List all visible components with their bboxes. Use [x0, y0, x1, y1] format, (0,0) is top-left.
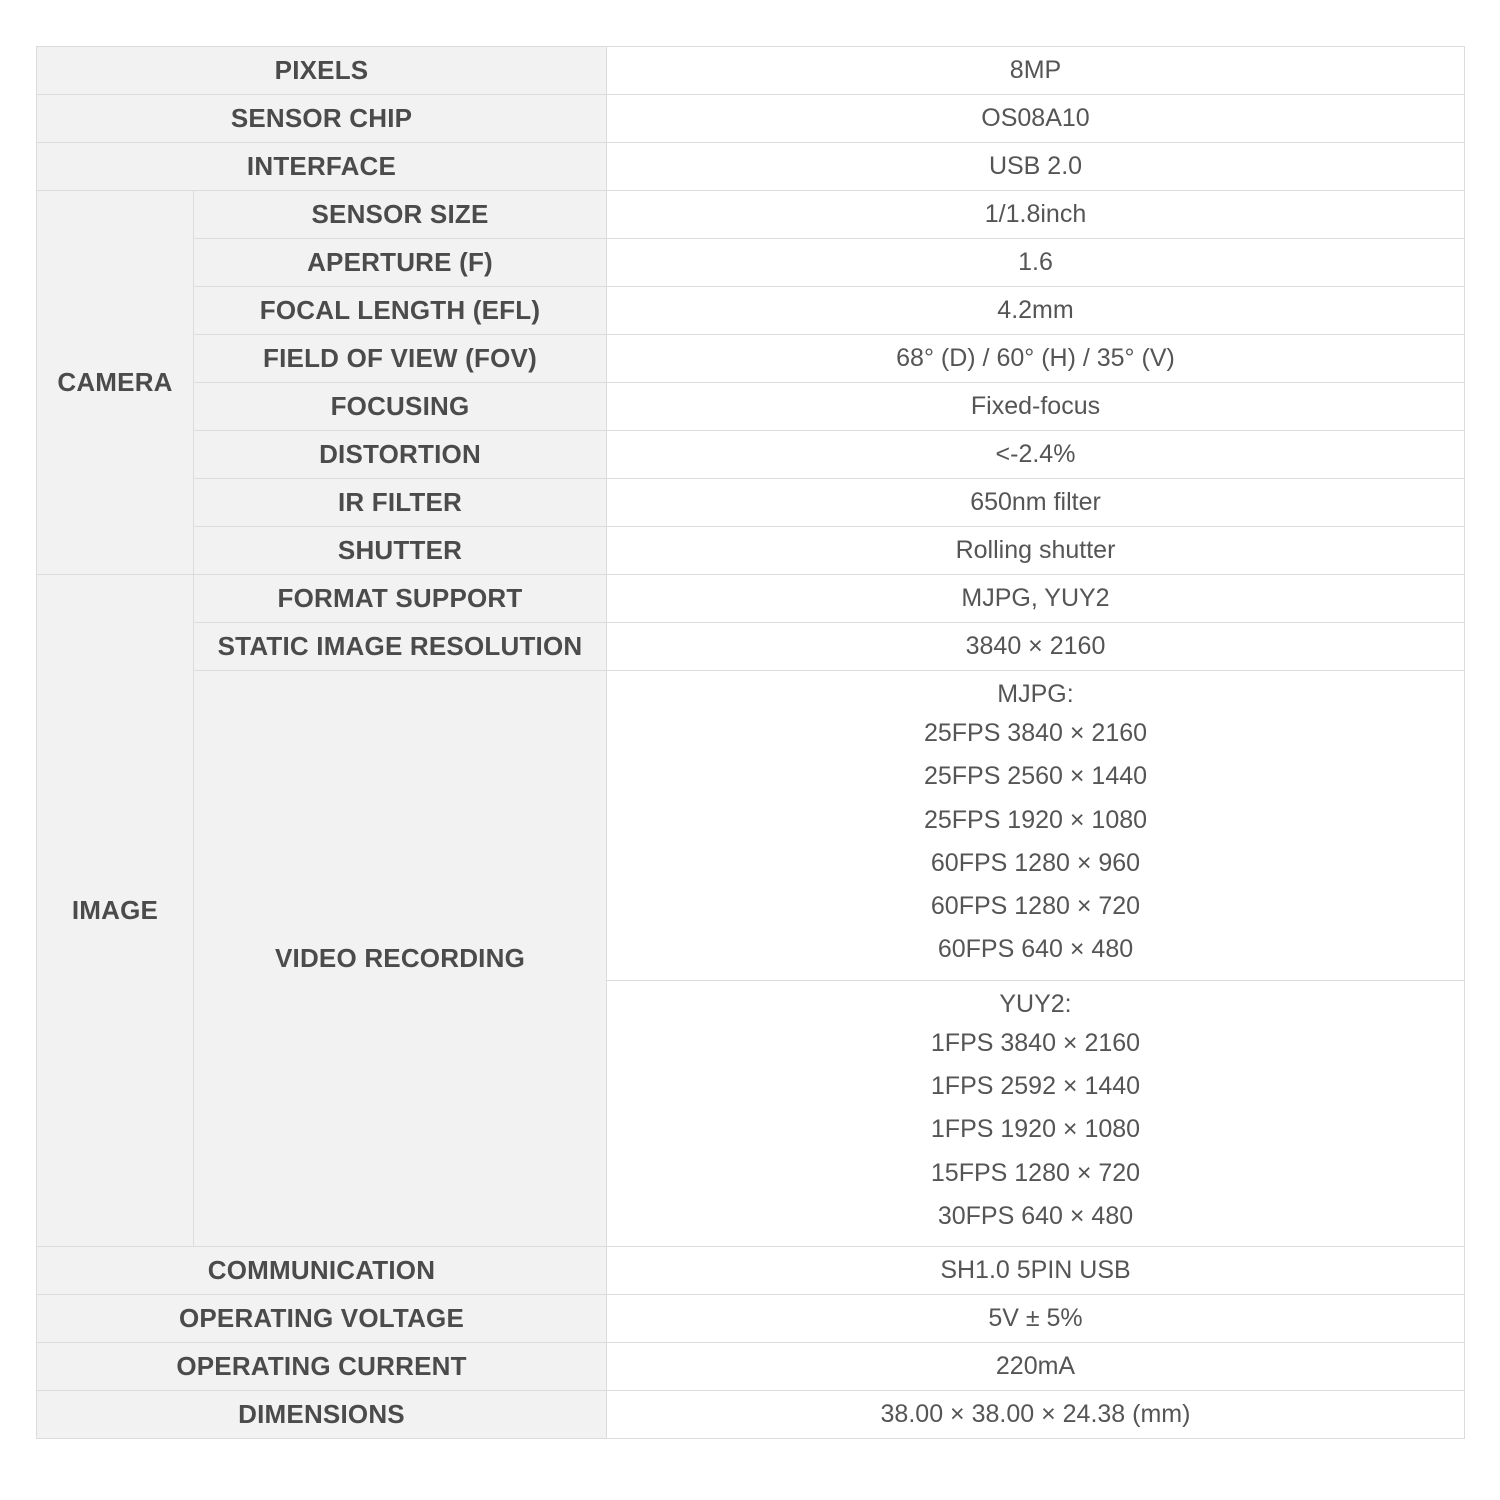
- row-value: 220mA: [607, 1343, 1465, 1391]
- video-mode: 60FPS 1280 × 960: [930, 848, 1141, 877]
- row-value: 3840 × 2160: [607, 623, 1465, 671]
- table-row: [37, 479, 1465, 527]
- table-row: [37, 623, 1465, 671]
- row-label: SENSOR CHIP: [37, 95, 607, 143]
- table-row: [37, 239, 1465, 287]
- video-format-heading: MJPG:: [997, 680, 1074, 708]
- row-label: IR FILTER: [194, 479, 607, 527]
- video-mode: 15FPS 1280 × 720: [930, 1158, 1141, 1187]
- group-label-image: IMAGE: [37, 575, 194, 1247]
- row-value: 38.00 × 38.00 × 24.38 (mm): [607, 1391, 1465, 1439]
- video-mode: 30FPS 640 × 480: [937, 1201, 1134, 1230]
- row-label: OPERATING CURRENT: [37, 1343, 607, 1391]
- row-label-video-recording: VIDEO RECORDING: [194, 671, 607, 1247]
- video-mode: 25FPS 3840 × 2160: [923, 719, 1148, 747]
- table-row: [37, 335, 1465, 383]
- table-row: [37, 383, 1465, 431]
- row-label: DIMENSIONS: [37, 1391, 607, 1439]
- row-value: Rolling shutter: [607, 527, 1465, 575]
- table-row: [37, 143, 1465, 191]
- table-row: [37, 287, 1465, 335]
- video-mode: 60FPS 640 × 480: [937, 935, 1134, 964]
- row-value: 1.6: [607, 239, 1465, 287]
- row-value: 1/1.8inch: [607, 191, 1465, 239]
- row-label: APERTURE (F): [194, 239, 607, 287]
- row-value: OS08A10: [607, 95, 1465, 143]
- video-mode: 25FPS 2560 × 1440: [923, 762, 1148, 791]
- row-value: 4.2mm: [607, 287, 1465, 335]
- table-row: [37, 1295, 1465, 1343]
- video-mode: 60FPS 1280 × 720: [930, 892, 1141, 921]
- row-label: COMMUNICATION: [37, 1247, 607, 1295]
- video-format-heading: YUY2:: [999, 989, 1072, 1018]
- row-value: <-2.4%: [607, 431, 1465, 479]
- video-mode: 25FPS 1920 × 1080: [923, 805, 1148, 834]
- video-mode: 1FPS 2592 × 1440: [930, 1072, 1141, 1101]
- row-label: FORMAT SUPPORT: [194, 575, 607, 623]
- table-row: [37, 1343, 1465, 1391]
- table-row: [37, 95, 1465, 143]
- row-label: PIXELS: [37, 47, 607, 95]
- table-row: [37, 1247, 1465, 1295]
- table-row: [37, 431, 1465, 479]
- row-label: FIELD OF VIEW (FOV): [194, 335, 607, 383]
- row-value: 68° (D) / 60° (H) / 35° (V): [607, 335, 1465, 383]
- row-label: SENSOR SIZE: [194, 191, 607, 239]
- row-value: 650nm filter: [607, 479, 1465, 527]
- table-row: [37, 527, 1465, 575]
- row-label: FOCAL LENGTH (EFL): [194, 287, 607, 335]
- table-row: [37, 1391, 1465, 1439]
- spec-table: [36, 46, 1465, 1439]
- row-value: 8MP: [607, 47, 1465, 95]
- row-label: INTERFACE: [37, 143, 607, 191]
- table-row: [37, 191, 1465, 239]
- row-label: OPERATING VOLTAGE: [37, 1295, 607, 1343]
- video-mode: 1FPS 1920 × 1080: [930, 1115, 1141, 1144]
- row-value: MJPG, YUY2: [607, 575, 1465, 623]
- row-value: SH1.0 5PIN USB: [607, 1247, 1465, 1295]
- row-label: DISTORTION: [194, 431, 607, 479]
- table-row: [37, 575, 1465, 623]
- video-mode: 1FPS 3840 × 2160: [930, 1028, 1141, 1057]
- table-row: [37, 671, 1465, 981]
- row-label: FOCUSING: [194, 383, 607, 431]
- row-value: USB 2.0: [607, 143, 1465, 191]
- row-label: SHUTTER: [194, 527, 607, 575]
- video-yuy2-cell: [607, 980, 1465, 1246]
- group-label-camera: CAMERA: [37, 191, 194, 575]
- video-mjpg-cell: [607, 671, 1465, 981]
- table-row: [37, 47, 1465, 95]
- row-value: 5V ± 5%: [607, 1295, 1465, 1343]
- row-label: STATIC IMAGE RESOLUTION: [194, 623, 607, 671]
- row-value: Fixed-focus: [607, 383, 1465, 431]
